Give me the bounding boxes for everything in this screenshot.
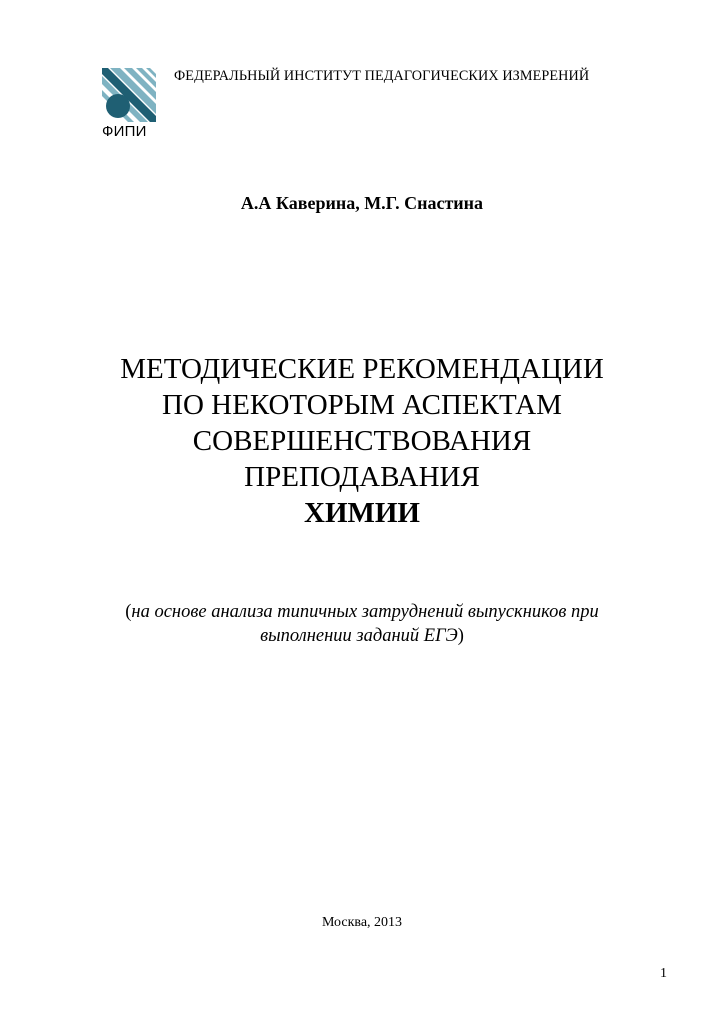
document-title <box>0 351 724 531</box>
subtitle-line-2 <box>0 624 724 648</box>
subtitle-text-1: на основе анализа типичных затруднений выпускников при <box>131 602 599 622</box>
fipi-logo <box>102 68 156 142</box>
title-line-3: СОВЕРШЕНСТВОВАНИЯ <box>192 425 532 457</box>
subtitle-close-paren: ) <box>457 626 464 646</box>
authors: А.А Каверина, М.Г. Снастина <box>240 193 484 213</box>
subtitle-text-2: выполнении заданий ЕГЭ <box>260 626 458 646</box>
title-line-1: МЕТОДИЧЕСКИЕ РЕКОМЕНДАЦИИ <box>120 353 604 385</box>
institute-name: ФЕДЕРАЛЬНЫЙ ИНСТИТУТ ПЕДАГОГИЧЕСКИХ ИЗМЕРЕНИЙ <box>174 68 590 84</box>
fipi-logo-icon <box>102 68 156 122</box>
place-and-year: Москва, 2013 <box>321 915 403 930</box>
subtitle-line-1 <box>0 600 724 624</box>
logo-caption: ФИПИ <box>102 123 147 140</box>
subtitle-open-paren: ( <box>125 602 132 622</box>
title-line-4: ПРЕПОДАВАНИЯ <box>244 461 480 493</box>
title-subject: ХИМИИ <box>304 497 420 529</box>
title-line-2: ПО НЕКОТОРЫМ АСПЕКТАМ <box>162 389 562 421</box>
document-subtitle <box>0 600 724 648</box>
page-number: 1 <box>660 966 667 981</box>
